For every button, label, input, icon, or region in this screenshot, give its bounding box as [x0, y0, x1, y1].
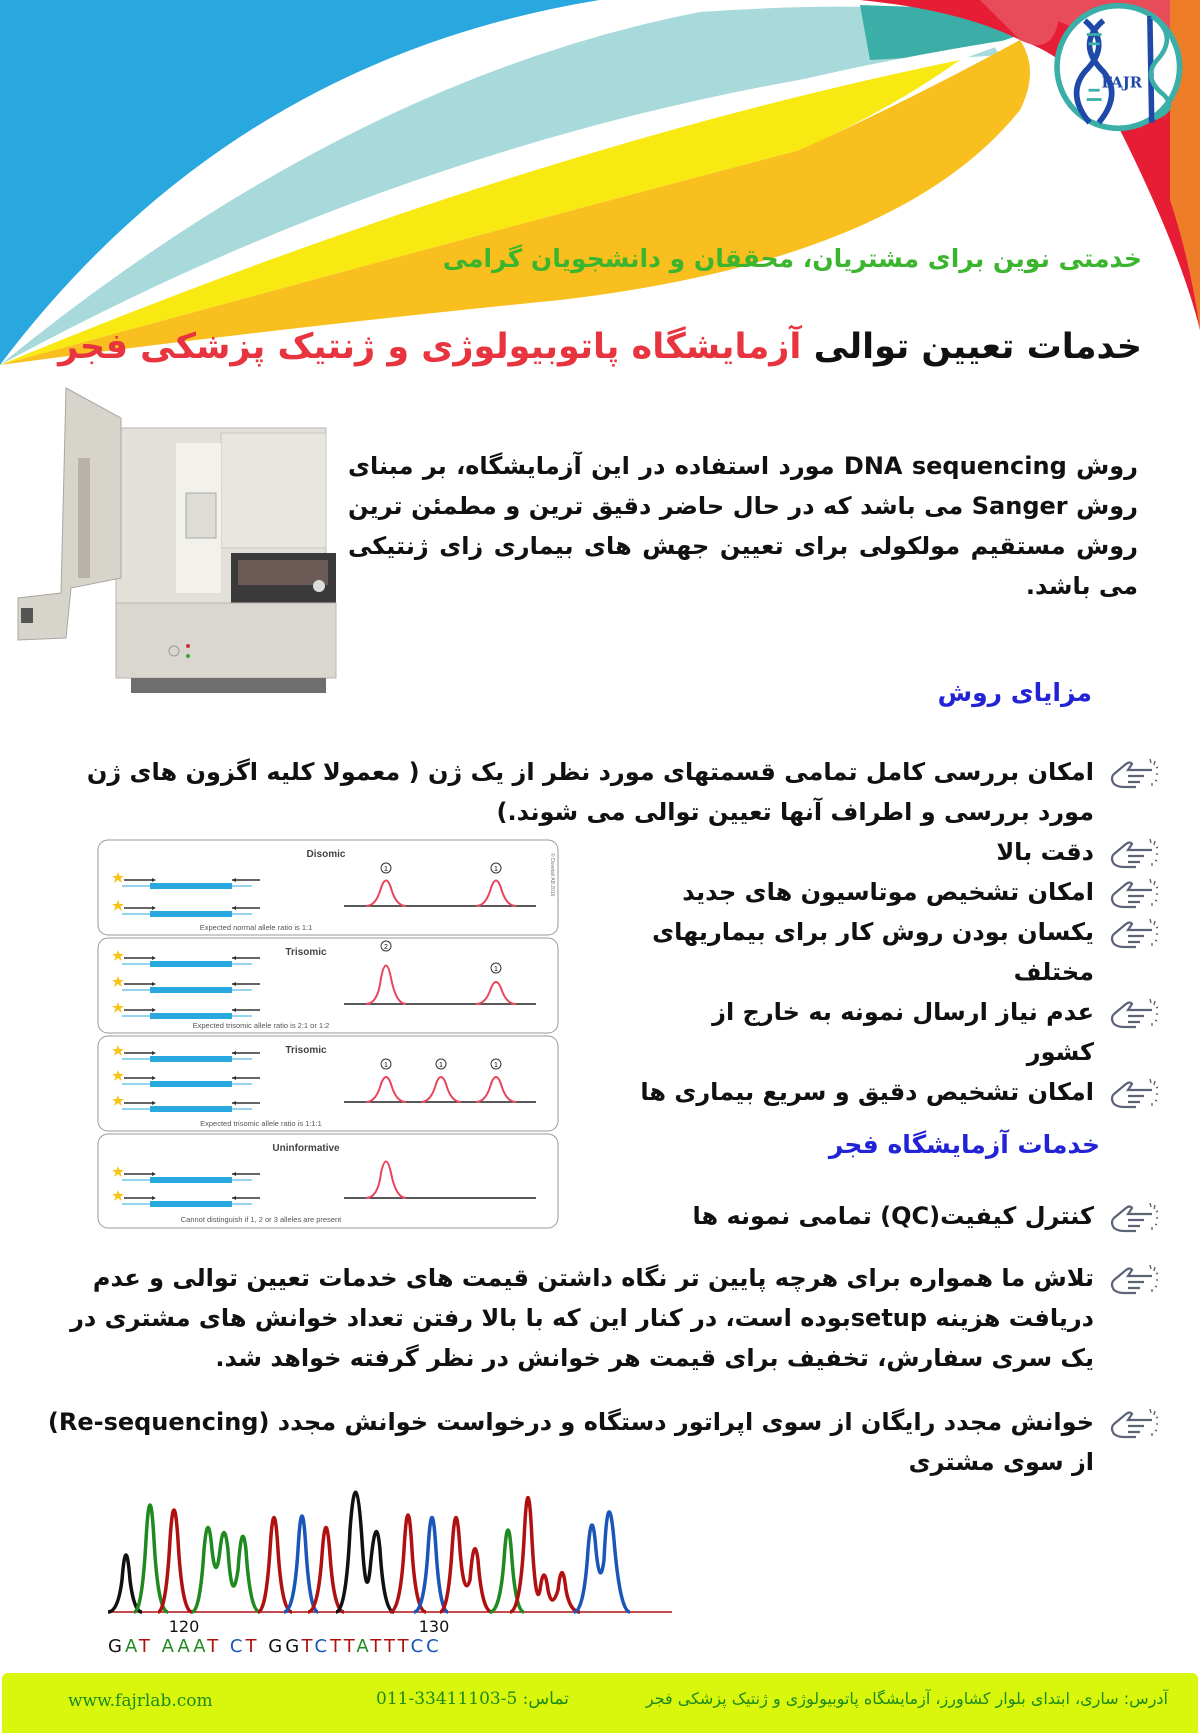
base-letter: C: [314, 1636, 331, 1657]
base-letter: [221, 1636, 230, 1657]
base-letter: A: [124, 1636, 139, 1657]
allele-panel-trisomic-2-1: [98, 938, 558, 1033]
sanger-chromatogram: [104, 1460, 676, 1660]
svg-text:1: 1: [384, 1062, 388, 1069]
tick-label-130: 130: [418, 1617, 450, 1636]
svg-text:1: 1: [494, 966, 498, 973]
intro-term-sanger: Sanger: [971, 492, 1068, 520]
qc-service-text: کنترل کیفیت(QC) تمامی نمونه ها: [692, 1202, 1094, 1230]
intro-term-dna-sequencing: DNA sequencing: [843, 452, 1067, 480]
fajr-logo: [1046, 2, 1198, 132]
svg-text:2: 2: [384, 944, 388, 951]
allele-panel-disomic: [98, 840, 558, 935]
base-letter: A: [161, 1636, 178, 1657]
pointing-hand-icon: [1106, 1076, 1160, 1110]
pointing-hand-icon: [1106, 1406, 1160, 1440]
svg-text:1: 1: [494, 1062, 498, 1069]
pointing-hand-icon: [1106, 996, 1160, 1030]
services-heading: خدمات آزمایشگاه فجر: [828, 1130, 1100, 1159]
panel-title: Trisomic: [285, 1045, 327, 1056]
base-letter: T: [370, 1636, 384, 1657]
base-letter: T: [330, 1636, 344, 1657]
header-decorative-arcs: [0, 0, 1200, 380]
resequencing-service-text: خوانش مجدد رایگان از سوی اپراتور دستگاه و درخواست خوانش مجدد (Re-sequencing) از سوی مشتری: [47, 1408, 1094, 1476]
panel-caption: Cannot distinguish if 1, 2 or 3 alleles are present: [180, 1215, 342, 1224]
panel-caption: Expected trisomic allele ratio is 1:1:1: [200, 1119, 322, 1128]
base-letter: G: [108, 1636, 125, 1657]
svg-text:1: 1: [384, 866, 388, 873]
services-list: [30, 1196, 1160, 1482]
base-letter: C: [410, 1636, 427, 1657]
svg-text:1: 1: [439, 1062, 443, 1069]
list-item: [640, 832, 1160, 872]
panel-title: Trisomic: [285, 947, 327, 958]
base-letter: C: [229, 1636, 246, 1657]
address-text: آدرس: ساری، ابتدای بلوار کشاورز، آزمایشگاه پاتوبیولوژی و ژنتیک پزشکی فجر: [645, 1689, 1168, 1708]
title-red-part: آزمایشگاه پاتوبیولوژی و ژنتیک پزشکی فجر: [58, 327, 802, 367]
panel-title: Disomic: [306, 849, 346, 860]
list-item: [640, 992, 1160, 1072]
advantages-heading: مزایای روش: [937, 678, 1092, 707]
base-letter: T: [138, 1636, 153, 1657]
sequencer-machine-image: [6, 378, 346, 703]
pointing-hand-icon: [1106, 1200, 1160, 1234]
base-letter: [153, 1636, 162, 1657]
base-letter: T: [343, 1636, 357, 1657]
copyright-text: © Dovetail AB 2016: [549, 853, 555, 897]
base-letter: T: [397, 1636, 411, 1657]
title-black-part: خدمات تعیین توالی: [813, 327, 1142, 367]
allele-panel-trisomic-1-1-1: [98, 1036, 558, 1131]
phone-contact: [376, 1689, 569, 1709]
website-link[interactable]: www.fajrlab.com: [68, 1691, 213, 1711]
panel-caption: Expected trisomic allele ratio is 2:1 or 1:2: [192, 1021, 330, 1030]
list-item: [640, 872, 1160, 912]
allele-ratio-figure: [96, 838, 560, 1230]
page-title: [58, 327, 1142, 367]
advantage-text: عدم نیاز ارسال نمونه به خارج از کشور: [712, 998, 1094, 1066]
base-letter: A: [193, 1636, 208, 1657]
base-letter: T: [383, 1636, 398, 1657]
pointing-hand-icon: [1106, 836, 1160, 870]
advantage-text: امکان تشخیص موتاسیون های جدید: [682, 878, 1094, 906]
intro-paragraph: [348, 446, 1138, 606]
pointing-hand-icon: [1106, 916, 1160, 950]
setup-term: setup: [850, 1304, 928, 1332]
intro-text-1: روش: [1066, 452, 1138, 480]
list-item: [30, 1196, 1160, 1236]
base-letter: A: [356, 1636, 371, 1657]
phone-label: تماس:: [517, 1689, 569, 1709]
base-letter: T: [301, 1636, 315, 1657]
header-subtitle: خدمتی نوین برای مشتریان، محققان و دانشجویان گرامی: [442, 244, 1142, 273]
panel-caption: Expected normal allele ratio is 1:1: [199, 923, 313, 932]
base-letter: G: [285, 1636, 302, 1657]
advantage-text: امکان بررسی کامل تمامی قسمتهای مورد نظر از یک ژن ( معمولا کلیه اگزون های ژن مورد بررسی و اطراف آنها تعیین توالی می شوند.): [86, 758, 1094, 826]
list-item: [640, 912, 1160, 992]
pointing-hand-icon: [1106, 876, 1160, 910]
pricing-service-text: تلاش ما همواره برای هرچه پایین تر نگاه داشتن قیمت های خدمات تعیین توالی و عدم دریافت هزینه setupبوده است، در کنار این که با بالا رفتن تعداد خوانش های مشتری در یک سری سفارش، تخفیف برای قیمت هر خوانش در نظر گرفته خواهد شد.: [70, 1264, 1094, 1372]
list-item: [30, 752, 1160, 832]
pointing-hand-icon: [1106, 756, 1160, 790]
intro-text-3: می باشد که در حال حاضر دقیق ترین و مطمئن ترین روش مستقیم مولکولی برای تعیین جهش های بیماری زای ژنتیکی می باشد.: [348, 492, 1138, 600]
pointing-hand-icon: [1106, 1262, 1160, 1296]
qc-term: QC: [891, 1202, 930, 1230]
footer-bar: [2, 1673, 1198, 1733]
tick-label-120: 120: [168, 1617, 200, 1636]
advantage-text: امکان تشخیص دقیق و سریع بیماری ها: [640, 1078, 1094, 1106]
base-sequence: [108, 1636, 442, 1657]
base-letter: T: [207, 1636, 222, 1657]
base-letter: T: [245, 1636, 260, 1657]
base-letter: C: [426, 1636, 442, 1657]
list-item: [30, 1258, 1160, 1378]
list-item: [640, 1072, 1160, 1112]
base-letter: G: [268, 1636, 286, 1657]
resequencing-term: Re-sequencing: [58, 1408, 259, 1436]
advantage-text: دقت بالا: [996, 838, 1094, 866]
intro-text-2: مورد استفاده در این آزمایشگاه، بر مبنای روش: [348, 452, 1138, 520]
panel-title: Uninformative: [272, 1143, 340, 1154]
base-letter: A: [177, 1636, 194, 1657]
base-letter: [260, 1636, 269, 1657]
logo-text: FAJR: [1101, 73, 1143, 92]
svg-text:1: 1: [494, 866, 498, 873]
advantage-text: یکسان بودن روش کار برای بیماریهای مختلف: [652, 918, 1094, 986]
phone-number[interactable]: 011-33411103-5: [376, 1689, 518, 1709]
